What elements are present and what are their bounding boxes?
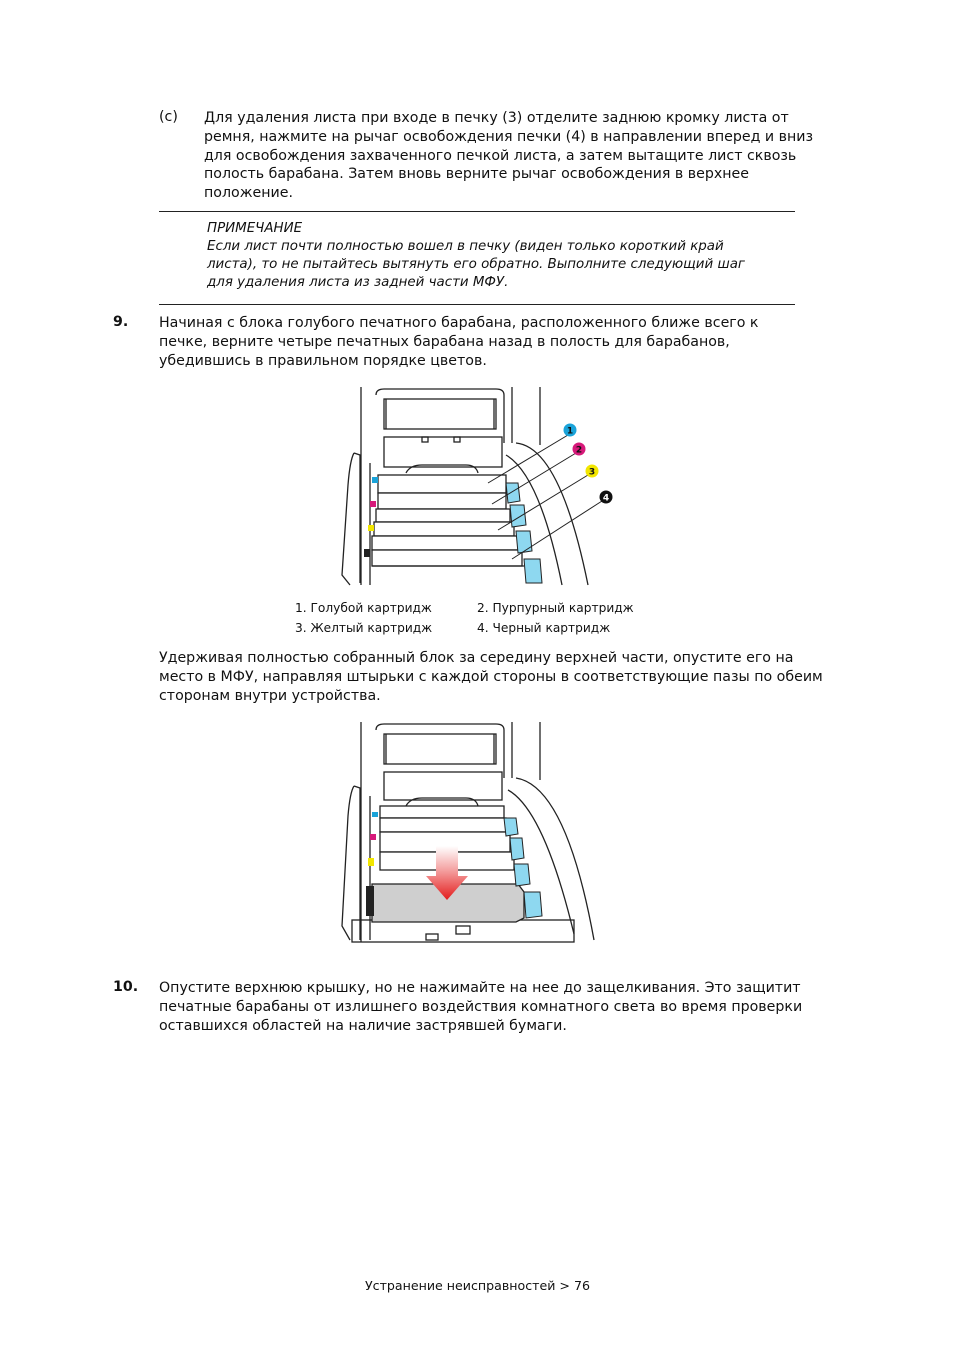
callout-3-label: 3 [588,467,596,478]
page-footer: Устранение неисправностей > 76 [365,1278,590,1293]
note-line: Если лист почти полностью вошел в печку (виден только короткий край [207,239,724,254]
callout-4-label: 4 [602,493,610,504]
caption-yellow: 3. Желтый картридж [295,621,433,635]
step10-text [159,979,859,1035]
step9-text [159,314,849,370]
callout-1-label: 1 [566,426,574,437]
step9-line: Начиная с блока голубого печатного барабана, расположенного ближе всего к [159,315,759,331]
drum-order-illustration [330,385,650,585]
note-line: для удаления листа из задней части МФУ. [207,275,509,290]
step10-number: 10. [113,979,139,995]
step10-line: Опустите верхнюю крышку, но не нажимайте на нее до защелкивания. Это защитит [159,980,801,996]
holding-paragraph [159,649,859,705]
step-c-text [204,109,854,203]
note-title: ПРИМЕЧАНИЕ [207,221,303,236]
holding-line: сторонам внутри устройства. [159,687,381,704]
holding-line: Удерживая полностью собранный блок за середину верхней части, опустите его на [159,650,794,666]
step-c-line: Для удаления листа при входе в печку (3) отделите заднюю кромку листа от [204,110,789,126]
holding-line: место в МФУ, направляя штырьки с каждой стороны в соответствующие пазы по обеим [159,668,823,685]
step-c-line: полость барабана. Затем вновь верните рычаг освобождения в верхнее [204,166,750,183]
step-c-marker: (c) [159,109,178,125]
caption-cyan: 1. Голубой картридж [295,601,432,615]
step-c-line: для освобождения захваченного печкой листа, а затем вытащите лист сквозь [204,147,797,164]
step10-line: оставшихся областей на наличие застрявшей бумаги. [159,1017,567,1034]
step9-line: убедившись в правильном порядке цветов. [159,352,487,369]
step9-number: 9. [113,314,129,330]
step-c-line: ремня, нажмите на рычаг освобождения печки (4) в направлении вперед и вниз [204,128,814,145]
caption-black: 4. Черный картридж [477,621,611,635]
unit-insertion-illustration [330,720,600,942]
step-c-line: положение. [204,185,293,202]
caption-magenta: 2. Пурпурный картридж [477,601,634,615]
step10-line: печатные барабаны от излишнего воздействия комнатного света во время проверки [159,998,803,1015]
callout-2-label: 2 [575,445,583,456]
note-line: листа), то не пытайтесь вытянуть его обратно. Выполните следующий шаг [207,257,745,272]
step9-line: печке, верните четыре печатных барабана назад в полость для барабанов, [159,333,730,350]
note-bottom-rule [159,304,795,305]
note-block [207,220,787,292]
note-top-rule [159,211,795,212]
